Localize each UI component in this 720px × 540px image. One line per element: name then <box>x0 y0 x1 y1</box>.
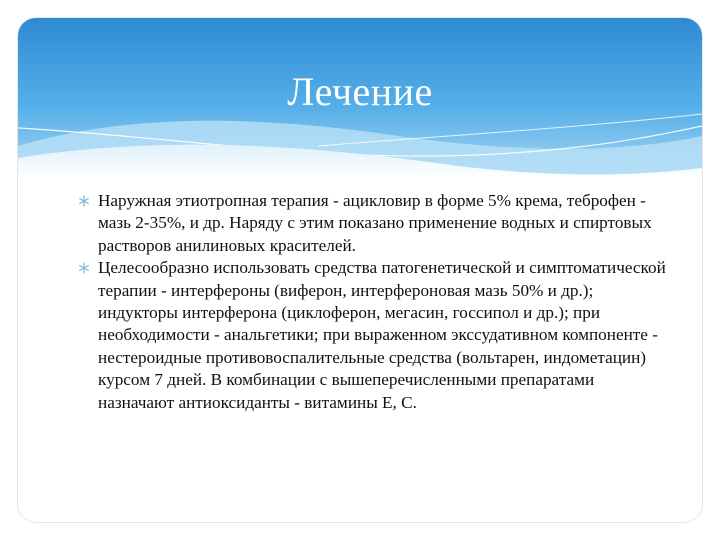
asterisk-icon <box>76 257 92 279</box>
title-banner <box>18 18 702 178</box>
slide-title: Лечение <box>287 69 433 114</box>
bullet-text: Наружная этиотропная терапия - ацикловир в форме 5% крема, теброфен - мазь 2-35%, и др. Наряду с этим показано применение водных и спиртовых растворов анилиновых красителей. <box>98 191 652 255</box>
slide-frame <box>18 18 702 522</box>
bullet-item <box>76 257 666 414</box>
bullet-text: Целесообразно использовать средства патогенетической и симптоматической терапии - интерфероны (виферон, интерфероновая мазь 50% и др.); индукторы интерферона (циклоферон, мегасин, госсипол и др.); при необходимости - анальгетики; при выраженном экссудативном компоненте - нестероидные противовоспалительные средства (вольтарен, индометацин) курсом 7 дней. В комбинации с вышеперечисленными препаратами назначают антиоксиданты - витамины Е, С. <box>98 258 666 412</box>
bullet-list <box>76 190 666 414</box>
bullet-item <box>76 190 666 257</box>
asterisk-icon <box>76 190 92 212</box>
